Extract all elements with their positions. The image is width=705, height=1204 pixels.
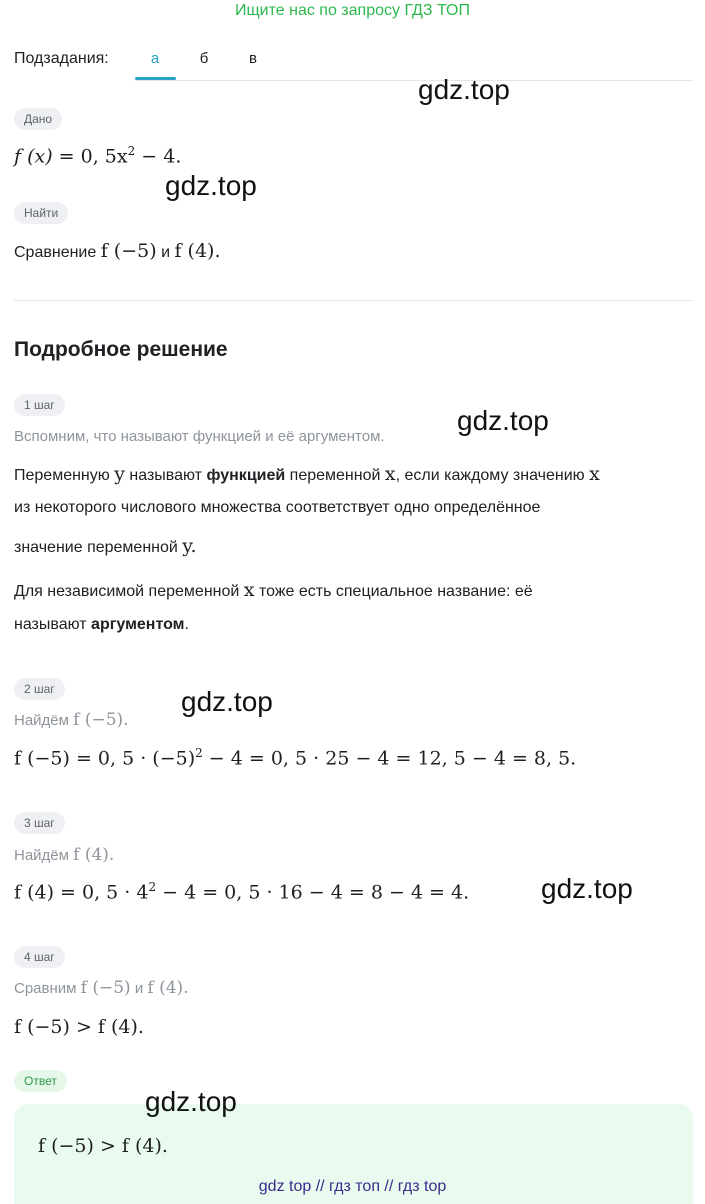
step-3-calc-b: − 4 = 0, 5 · 16 − 4 = 8 − 4 = 4. xyxy=(156,881,470,904)
step-1-text-a: Переменную xyxy=(14,467,110,484)
tab-v[interactable]: в xyxy=(249,50,257,67)
step-1-line-1 xyxy=(14,463,600,485)
step-1-para-2-period: . xyxy=(184,616,189,633)
solution-title: Подробное решение xyxy=(14,338,228,361)
tab-a[interactable]: а xyxy=(150,50,160,67)
watermark: gdz.top xyxy=(418,74,510,105)
watermark: gdz.top xyxy=(145,1086,237,1117)
step-4-hint-text: Сравним xyxy=(14,980,77,997)
var-x-2: x xyxy=(589,463,600,485)
given-formula-exponent: 2 xyxy=(127,144,136,158)
footer-links[interactable]: gdz top // гдз топ // гдз top xyxy=(258,1178,447,1195)
find-expr-1: f (−5) xyxy=(100,240,157,262)
step-3-calc-exponent: 2 xyxy=(148,880,157,894)
watermark: gdz.top xyxy=(457,405,549,436)
active-tab-indicator xyxy=(135,77,176,80)
step-4-badge: 4 шаг xyxy=(14,946,65,968)
find-text xyxy=(14,240,221,262)
step-1-hint: Вспомним, что называют функцией и её аргументом. xyxy=(14,428,385,445)
watermark: gdz.top xyxy=(541,873,633,904)
subtasks-label: Подзадания: xyxy=(14,50,109,67)
term-function: функцией xyxy=(206,467,286,484)
section-divider xyxy=(14,300,693,301)
step-1-text-c: переменной xyxy=(289,467,381,484)
step-4-hint-expr-2: f (4). xyxy=(147,978,189,998)
tab-b[interactable]: б xyxy=(199,50,209,67)
watermark: gdz.top xyxy=(165,170,257,201)
answer-badge: Ответ xyxy=(14,1070,67,1092)
step-1-text-b: называют xyxy=(129,467,202,484)
step-3-hint-text: Найдём xyxy=(14,847,69,864)
step-3-calculation xyxy=(14,880,469,903)
watermark: gdz.top xyxy=(181,686,273,717)
top-banner[interactable]: Ищите нас по запросу ГДЗ ТОП xyxy=(235,2,470,19)
step-3-hint-expr: f (4). xyxy=(73,845,115,865)
step-4-hint-expr-1: f (−5) xyxy=(80,978,131,998)
step-2-hint-text: Найдём xyxy=(14,712,69,729)
var-y-2: y. xyxy=(182,535,197,557)
step-1-badge: 1 шаг xyxy=(14,394,65,416)
given-formula-lhs: f (x) xyxy=(14,145,53,168)
find-prefix: Сравнение xyxy=(14,244,97,261)
step-1-para-2-text-b: тоже есть специальное название: её xyxy=(258,583,533,600)
step-1-line-3-text: значение переменной xyxy=(14,539,178,556)
step-1-para-2-line-2 xyxy=(14,616,189,634)
step-2-calc-exponent: 2 xyxy=(195,746,203,760)
step-2-calc-a: f (−5) = 0, 5 · (−5) xyxy=(14,747,196,770)
step-2-badge: 2 шаг xyxy=(14,678,65,700)
step-1-line-2: из некоторого числового множества соответствует одно определённое xyxy=(14,499,541,516)
step-4-hint-conj: и xyxy=(134,980,144,997)
given-formula-rhs: = 0, 5x xyxy=(58,145,128,168)
step-3-badge: 3 шаг xyxy=(14,812,65,834)
step-2-hint-expr: f (−5). xyxy=(73,710,129,730)
find-badge: Найти xyxy=(14,202,68,224)
step-1-para-2-text-c: называют xyxy=(14,616,87,633)
find-conj: и xyxy=(161,244,171,261)
step-2-hint xyxy=(14,710,129,730)
given-badge: Дано xyxy=(14,108,62,130)
step-1-para-2-line-1 xyxy=(14,579,533,601)
step-4-hint xyxy=(14,978,189,998)
term-argument: аргументом xyxy=(91,616,185,633)
find-expr-2: f (4). xyxy=(174,240,221,262)
step-3-hint xyxy=(14,845,114,865)
given-formula xyxy=(14,144,181,167)
step-1-text-d: , если каждому значению xyxy=(395,467,585,484)
step-2-calc-b: − 4 = 0, 5 · 25 − 4 = 12, 5 − 4 = 8, 5. xyxy=(202,747,577,770)
tabs-divider xyxy=(135,80,693,81)
var-x: x xyxy=(384,463,396,485)
given-formula-tail: − 4. xyxy=(135,145,182,168)
answer-text: f (−5) > f (4). xyxy=(38,1135,168,1157)
step-1-line-3 xyxy=(14,535,197,557)
step-3-calc-a: f (4) = 0, 5 · 4 xyxy=(14,881,149,904)
step-4-result: f (−5) > f (4). xyxy=(14,1016,144,1038)
var-x-3: x xyxy=(243,579,255,601)
step-1-para-2-text-a: Для независимой переменной xyxy=(14,583,240,600)
var-y: y xyxy=(114,463,125,485)
step-2-calculation xyxy=(14,746,576,769)
